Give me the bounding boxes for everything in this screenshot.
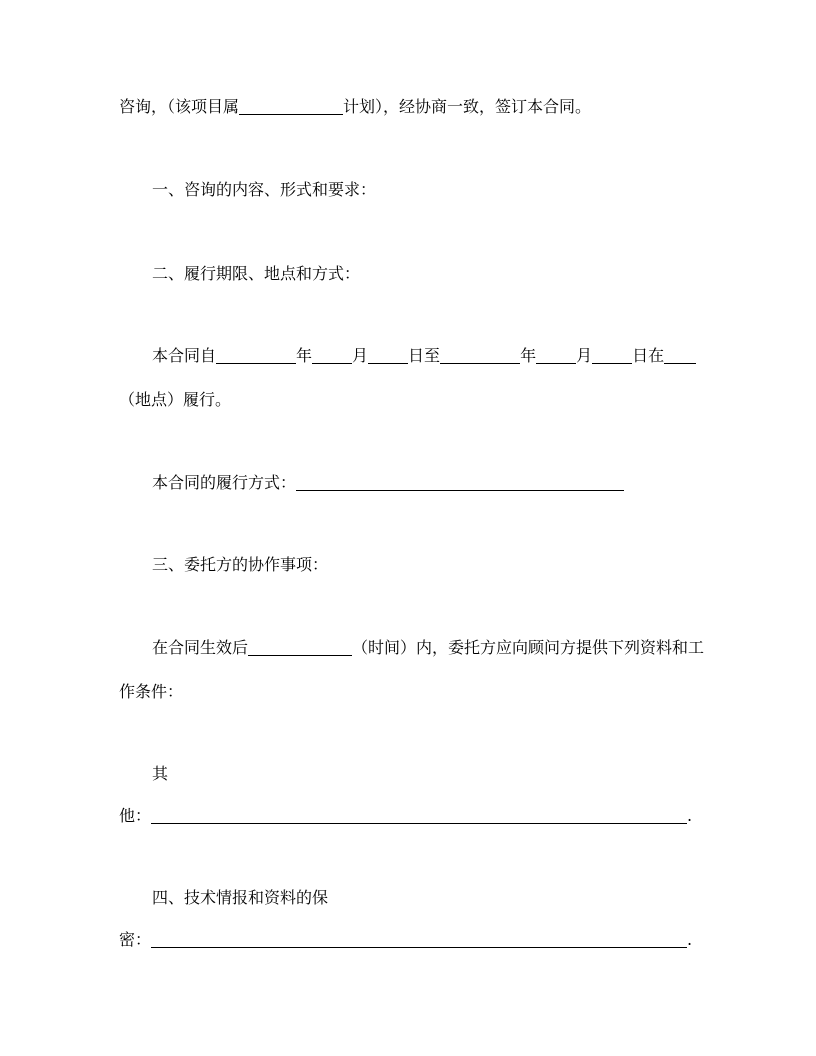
period-month-label-2: 月 bbox=[576, 346, 593, 365]
method-label: 本合同的履行方式： bbox=[152, 473, 297, 492]
period-month-label: 月 bbox=[352, 346, 369, 365]
section3-text-part1: 在合同生效后 bbox=[152, 638, 249, 657]
other-first: 其 bbox=[152, 764, 169, 783]
start-year-blank[interactable] bbox=[216, 347, 296, 364]
period-year-label: 年 bbox=[296, 346, 313, 365]
time-blank[interactable] bbox=[248, 639, 352, 656]
other-label: 他： bbox=[119, 806, 152, 825]
period-line bbox=[152, 346, 696, 366]
section2-heading: 二、履行期限、地点和方式： bbox=[152, 264, 361, 283]
method-line bbox=[152, 473, 624, 493]
section3-paragraph-cont: 作条件： bbox=[119, 682, 184, 701]
section3-heading: 三、委托方的协作事项： bbox=[152, 555, 329, 574]
start-day-blank[interactable] bbox=[368, 347, 408, 364]
end-day-blank[interactable] bbox=[592, 347, 632, 364]
project-plan-blank[interactable] bbox=[239, 98, 343, 115]
section3-text-part2: （时间）内，委托方应向顾问方提供下列资料和工 bbox=[352, 638, 705, 657]
section4-label: 密： bbox=[119, 930, 152, 949]
section1-heading: 一、咨询的内容、形式和要求： bbox=[152, 180, 377, 199]
period-day-to-label: 日至 bbox=[408, 346, 441, 365]
section4-heading: 四、技术情报和资料的保 bbox=[152, 888, 329, 907]
period-text-from: 本合同自 bbox=[152, 346, 217, 365]
section3-paragraph bbox=[152, 638, 704, 658]
location-suffix: （地点）履行。 bbox=[119, 390, 232, 409]
other-blank[interactable] bbox=[151, 807, 687, 824]
other-line bbox=[119, 806, 692, 826]
start-month-blank[interactable] bbox=[312, 347, 352, 364]
section4-line bbox=[119, 930, 692, 950]
method-blank[interactable] bbox=[296, 474, 624, 491]
period-year-label-2: 年 bbox=[520, 346, 537, 365]
location-blank[interactable] bbox=[664, 347, 696, 364]
end-year-blank[interactable] bbox=[440, 347, 520, 364]
intro-text-part1: 咨询，（该项目属 bbox=[119, 97, 240, 116]
intro-line bbox=[119, 97, 591, 117]
period-day-at-label: 日在 bbox=[632, 346, 665, 365]
other-end: . bbox=[687, 806, 693, 825]
confidentiality-blank[interactable] bbox=[151, 931, 687, 948]
section4-end: . bbox=[687, 930, 693, 949]
intro-text-part2: 计划），经协商一致，签订本合同。 bbox=[343, 97, 592, 116]
end-month-blank[interactable] bbox=[536, 347, 576, 364]
